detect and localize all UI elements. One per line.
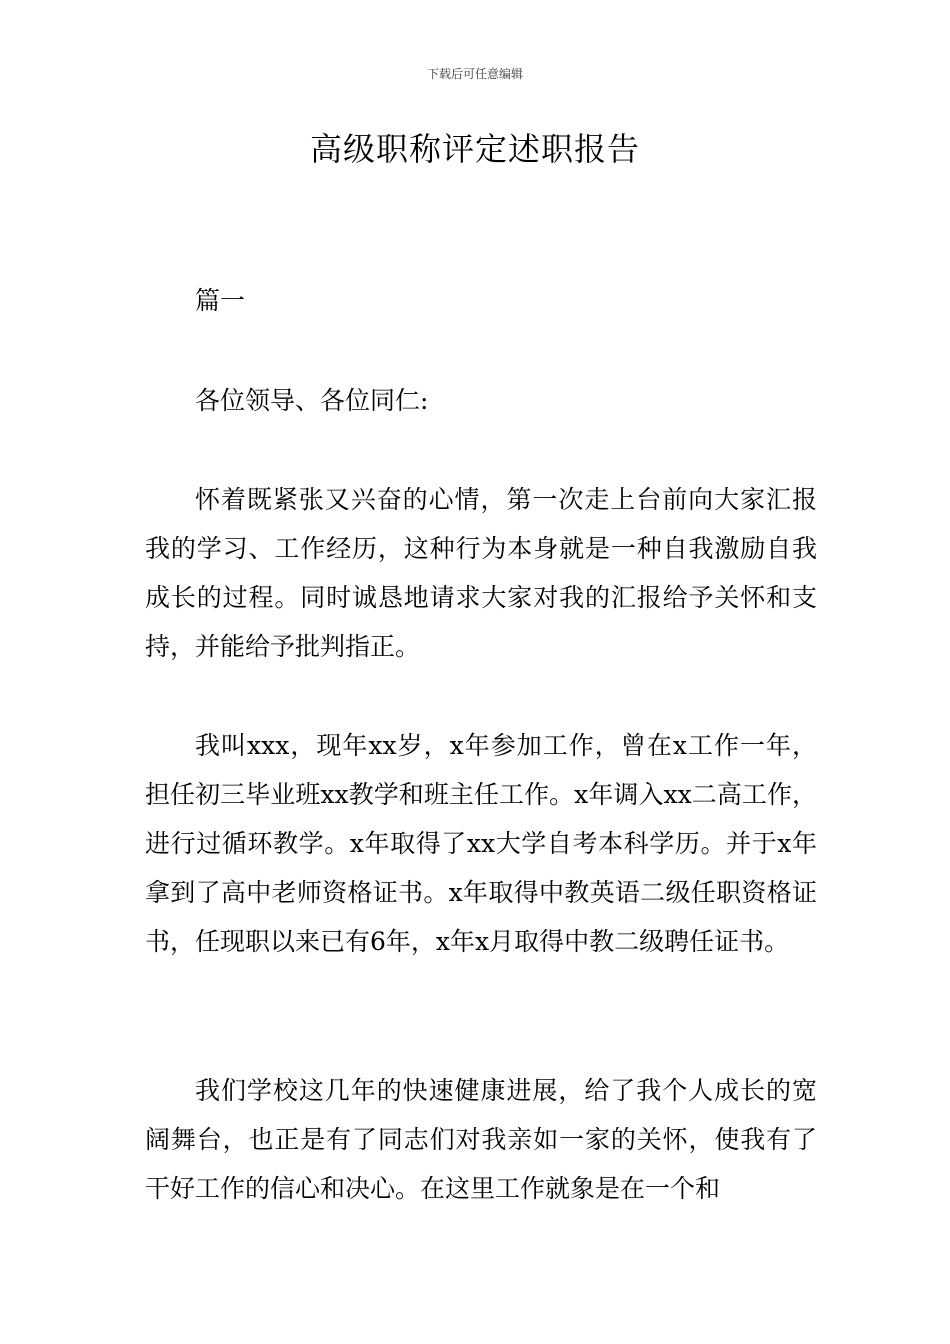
section-label-block [145,276,817,325]
paragraph-2: 我叫xxx，现年xx岁，x年参加工作，曾在x工作一年，担任初三毕业班xx教学和班主任工作。x年调入xx二高工作，进行过循环教学。x年取得了xx大学自考本科学历。并于x年拿到了高中老师资格证书。x年取得中教英语二级任职资格证书，任现职以来已有6年，x年x月取得中教二级聘任证书。 [145,731,817,956]
header-note: 下载后可任意编辑 [426,67,523,81]
salutation-block [145,376,817,425]
salutation: 各位领导、各位同仁: [195,386,429,415]
paragraph-1: 怀着既紧张又兴奋的心情，第一次走上台前向大家汇报我的学习、工作经历，这种行为本身就是一种自我激励自我成长的过程。同时诚恳地请求大家对我的汇报给予关怀和支持，并能给予批判指正。 [145,485,817,661]
section-label: 篇一 [195,286,246,315]
paragraph-block-1 [145,475,817,671]
paragraph-3: 我们学校这几年的快速健康进展，给了我个人成长的宽阔舞台，也正是有了同志们对我亲如一家的关怀，使我有了干好工作的信心和决心。在这里工作就象是在一个和 [145,1076,817,1203]
paragraph-block-2 [145,721,817,966]
document-title: 高级职称评定述职报告 [309,130,640,168]
paragraph-block-3 [145,1066,817,1213]
